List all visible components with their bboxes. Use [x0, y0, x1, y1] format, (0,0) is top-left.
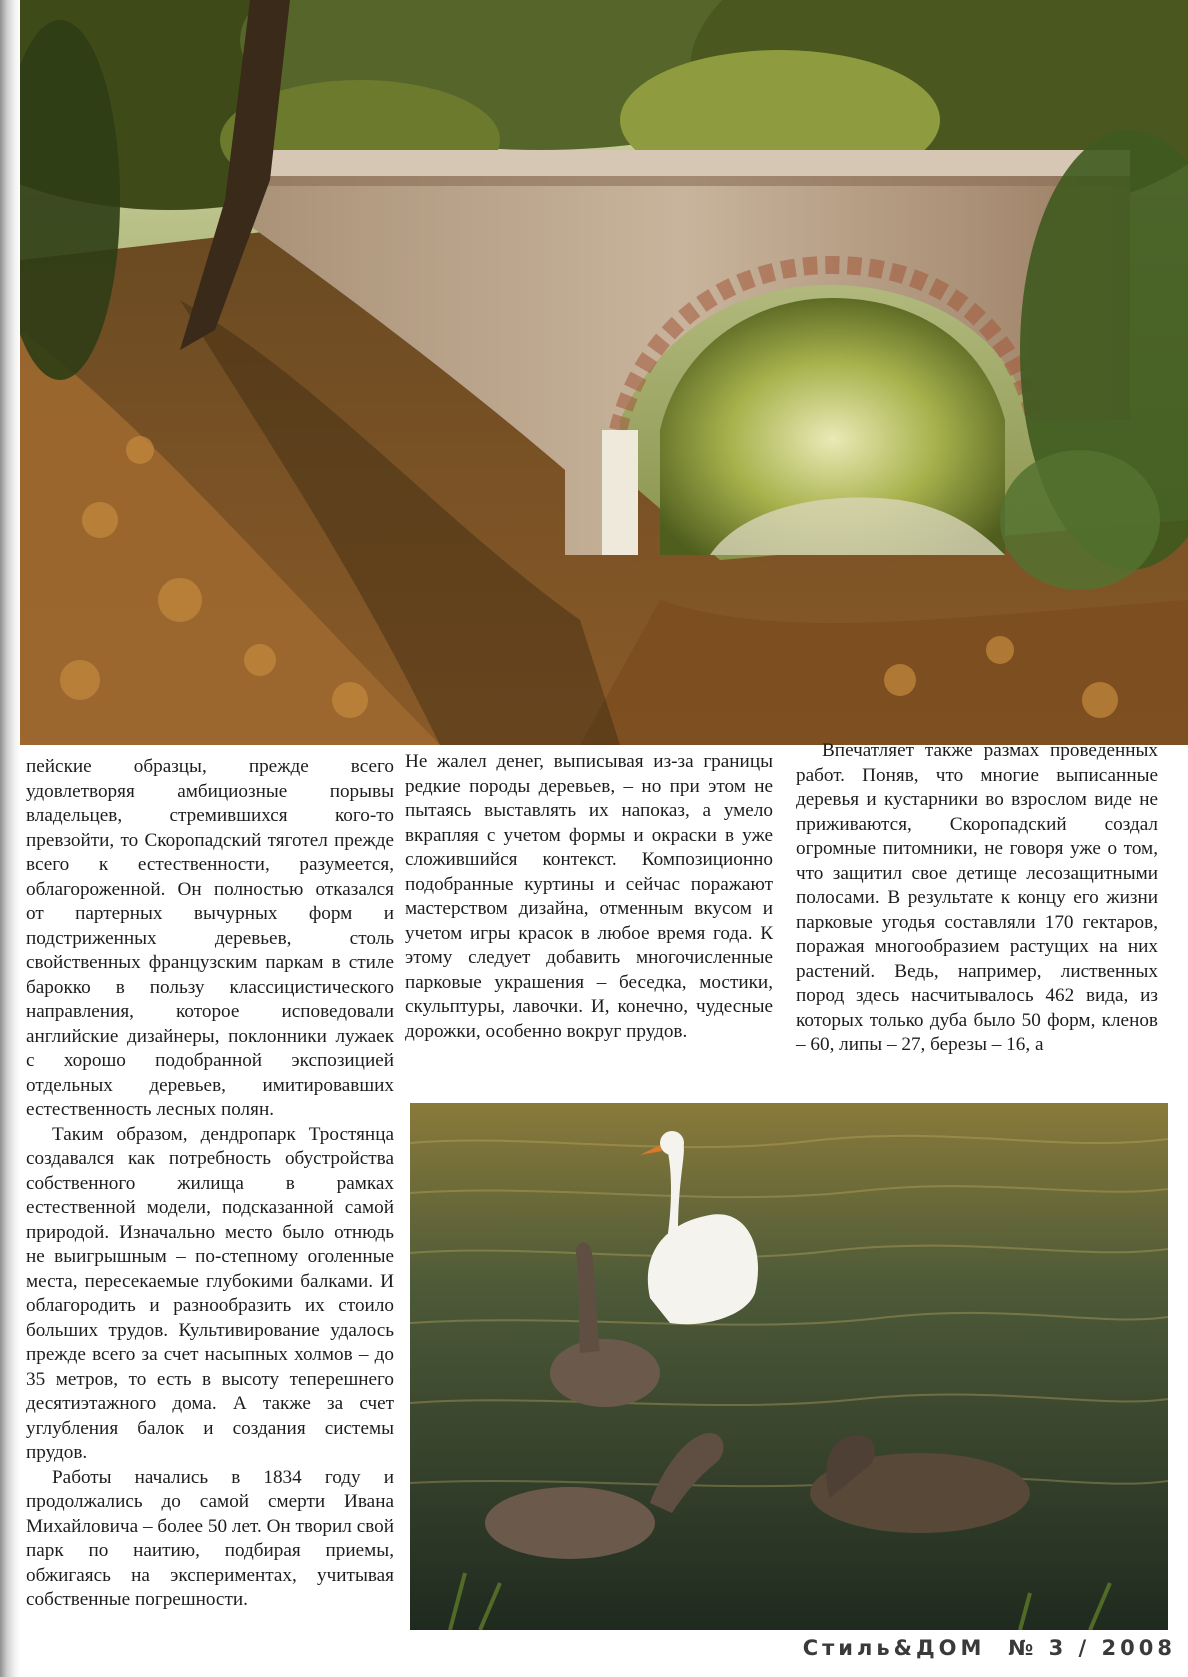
paragraph: Работы начались в 1834 году и продолжались до самой смерти Ивана Михайловича – более 50 лет. Он творил свой парк по наитию, подбирая приемы, обжигаясь на экспериментах, учитывая собственные погрешности.: [26, 1466, 394, 1610]
paragraph: пейские образцы, прежде всего удовлетворяя амбициозные порывы владельцев, стремившихся кого-то превзойти, то Скоропадский тяготел прежде всего к естественности, разумеется, облагороженной. Он полностью отказался от партерных вычурных форм и подстриженных деревьев, столь свойственных французским паркам в стиле барокко в пользу классицистического направления, которое исповедовали английские дизайнеры, поклонники лужаек с хорошо подобранной экспозицией отдельных деревьев, имитировавших естественность лесных полян.: [26, 756, 394, 1120]
text-column-right: [796, 739, 1158, 1058]
paragraph: Впечатляет также размах проведенных работ. Поняв, что многие выписанные деревья и кустарники во взрослом виде не приживаются, Скоропадский создал огромные питомники, не говоря уже о том, что защитил свое детище лесозащитными полосами. В результате к концу его жизни парковые угодья составляли 170 гектаров, поражая многообразием растущих на них растений. Ведь, например, лиственных пород здесь насчитывалось 462 вида, из которых только дуба было 50 форм, кленов – 60, липы – 27, березы – 16, а: [796, 740, 1158, 1055]
swans-photo: [410, 1103, 1168, 1630]
magazine-footer: [803, 1636, 1176, 1666]
text-column-middle: [405, 750, 773, 1044]
text-column-left: [26, 755, 394, 1613]
paragraph: Таким образом, дендропарк Тростянца создавался как потребность обустройства собственного жилища в рамках естественной модели, подсказанной самой природой. Изначально место было отнюдь не выигрышным – по-степному оголенные места, пересекаемые глубокими балками. И облагородить и разнообразить их стоило больших трудов. Культивирование удалось прежде всего за счет насыпных холмов – до 35 метров, то есть в высоту теперешнего десятиэтажного дома. А также за счет углубления балок и создания системы прудов.: [26, 1123, 394, 1463]
magazine-title: Стиль&ДОМ: [802, 1636, 986, 1660]
paragraph: Не жалел денег, выписывая из-за границы редкие породы деревьев, – но при этом не пытаясь выставлять их напоказ, а умело вкрапляя с учетом формы и окраски в уже сложившийся контекст. Композиционно подобранные куртины и сейчас поражают мастерством дизайна, отменным вкусом и учетом игры красок в любое время года. К этому следует добавить многочисленные парковые украшения – беседка, мостики, скульптуры, лавочки. И, конечно, чудесные дорожки, особенно вокруг прудов.: [405, 751, 773, 1042]
page-binding-shadow: [0, 0, 20, 1677]
issue-number: № 3 / 2008: [1008, 1636, 1176, 1660]
bridge-photo: [20, 0, 1188, 745]
